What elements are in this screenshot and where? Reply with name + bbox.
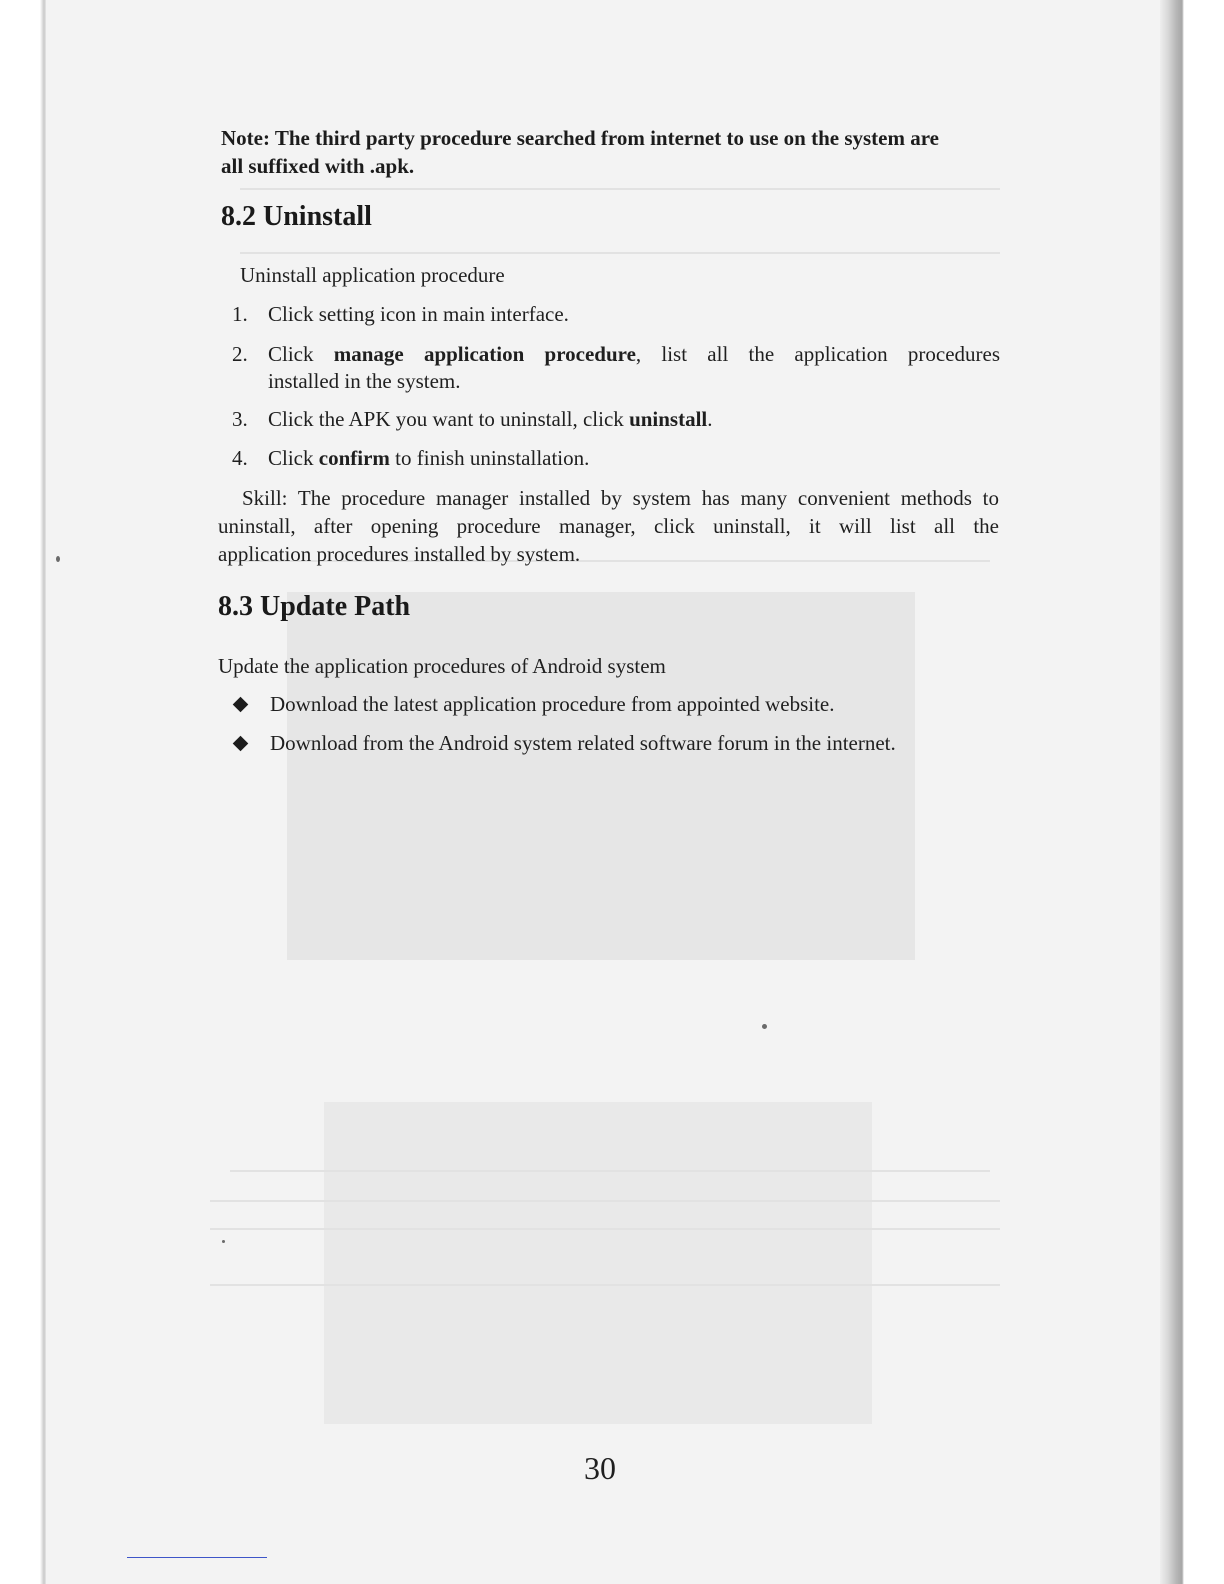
uninstall-term: uninstall	[629, 407, 708, 431]
scan-left-edge	[0, 0, 46, 1584]
bleedthrough-line	[210, 1284, 1000, 1286]
bleedthrough-line	[240, 188, 1000, 190]
step-2-continued	[268, 368, 1000, 394]
skill-line-3: application procedures installed by system.	[218, 542, 581, 566]
bleedthrough-line	[240, 252, 1000, 254]
bleedthrough-line	[210, 1228, 1000, 1230]
step-number: 3.	[232, 407, 248, 431]
step-2	[232, 341, 1000, 367]
step-number: 1.	[232, 302, 248, 326]
bleedthrough-line	[210, 1200, 1000, 1202]
diamond-bullet-icon	[233, 696, 249, 712]
bleedthrough-figure-1	[287, 592, 915, 960]
bullet-item	[232, 729, 896, 757]
skill-line-1: Skill: The procedure manager installed by system has many convenient methods to	[242, 486, 999, 510]
note-line-2: all suffixed with .apk.	[221, 154, 415, 178]
note-paragraph	[221, 124, 1001, 180]
step-text: Click setting icon in main interface.	[268, 302, 569, 326]
step-text: Click the APK you want to uninstall, click uninstall.	[268, 407, 713, 431]
scan-speck	[56, 556, 60, 562]
scan-right-gutter	[1160, 0, 1224, 1584]
scan-speck	[222, 1240, 225, 1243]
page-number: 30	[584, 1450, 616, 1486]
bleedthrough-line	[230, 1170, 990, 1172]
note-line-1: Note: The third party procedure searched from internet to use on the system are	[221, 126, 939, 150]
step-4	[232, 445, 1000, 471]
diamond-bullet-icon	[233, 735, 249, 751]
step-1	[232, 301, 1000, 327]
update-intro: Update the application procedures of Android system	[218, 654, 666, 678]
manage-application-procedure-term: manage application procedure	[333, 342, 636, 366]
bleedthrough-figure-2	[324, 1102, 872, 1424]
footer-rule	[127, 1557, 267, 1558]
skill-line-2: uninstall, after opening procedure manager, click uninstall, it will list all the	[218, 514, 999, 538]
step-number: 2.	[232, 342, 248, 366]
bullet-item	[232, 690, 835, 718]
section-heading-uninstall: 8.2 Uninstall	[221, 201, 372, 232]
section-heading-update-path: 8.3 Update Path	[218, 591, 411, 622]
bullet-text: Download from the Android system related software forum in the internet.	[270, 731, 896, 755]
scan-speck	[762, 1024, 767, 1029]
step-number: 4.	[232, 446, 248, 470]
step-text: Click manage application procedure, list all the application procedures	[268, 342, 1001, 366]
bullet-text: Download the latest application procedure from appointed website.	[270, 692, 835, 716]
step-3	[232, 406, 1000, 432]
step-text: installed in the system.	[268, 369, 461, 393]
skill-paragraph	[218, 484, 999, 568]
confirm-term: confirm	[318, 446, 390, 470]
uninstall-intro: Uninstall application procedure	[240, 263, 505, 287]
step-text: Click confirm to finish uninstallation.	[268, 446, 590, 470]
